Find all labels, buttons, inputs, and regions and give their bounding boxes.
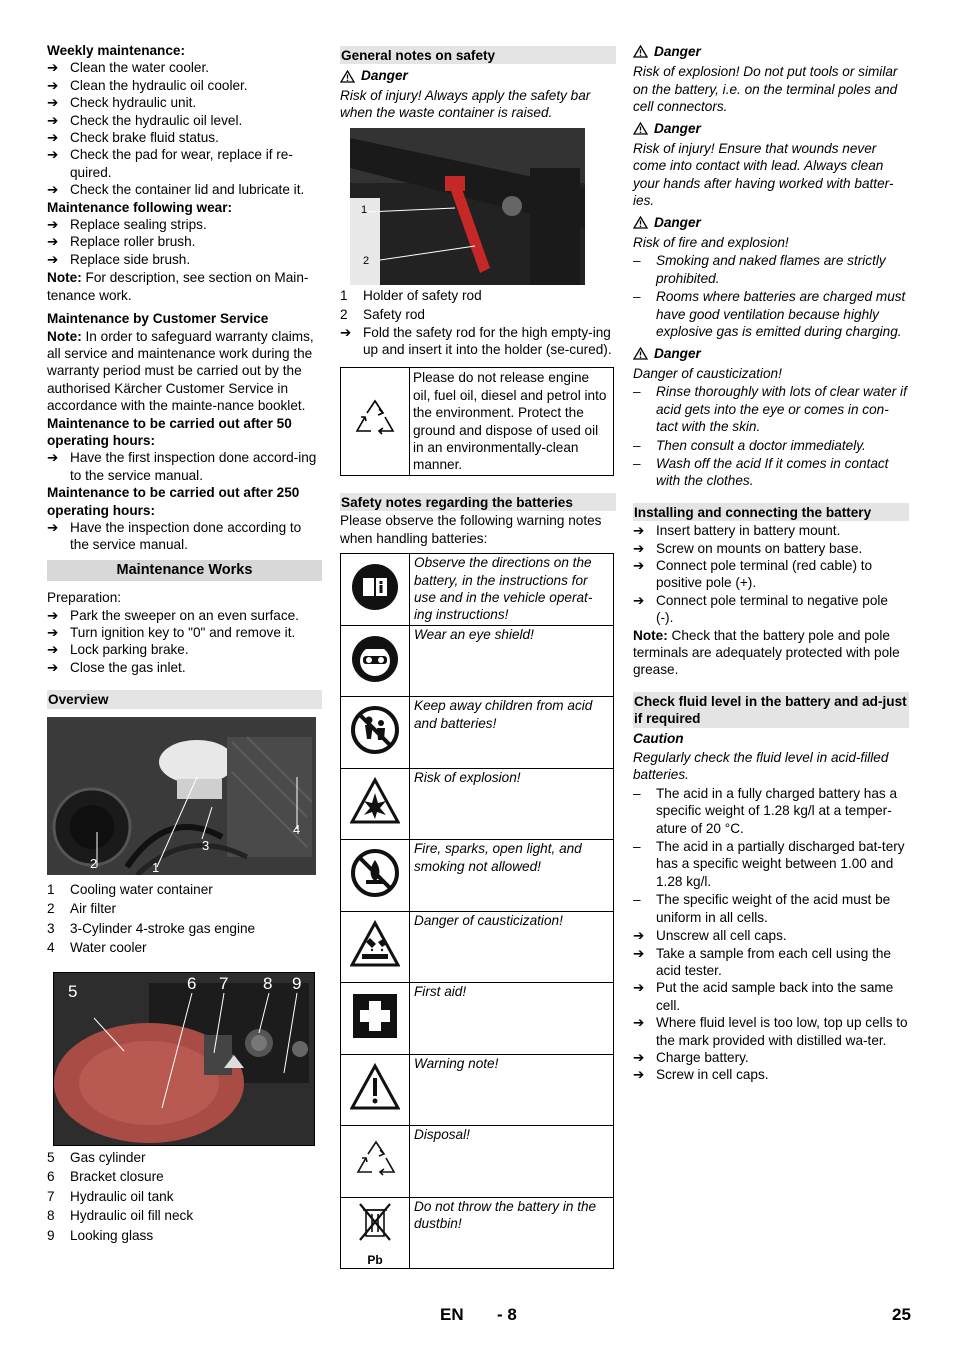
engine-legend (47, 880, 322, 958)
callout-3: 3 (202, 837, 210, 853)
list-item: ➔ Have the first inspection done accord-ing to the service manual. (47, 450, 317, 483)
symbol-text: Observe the directions on the battery, in the instructions for use and in the vehicle operat-ing instructions! (410, 554, 614, 626)
engine-illustration (47, 717, 316, 875)
no-dustbin-icon (341, 1197, 410, 1269)
battery-safety-heading: Safety notes regarding the batteries (340, 493, 616, 511)
danger-notes (633, 43, 909, 490)
list-item: ➔ Take a sample from each cell using the acid tester. (633, 945, 891, 978)
manual-icon (341, 554, 410, 626)
no-fire-icon (341, 840, 410, 912)
table-row (341, 1054, 614, 1126)
symbol-text: Warning note! (410, 1054, 614, 1126)
table-row (341, 1126, 614, 1198)
list-item: ➔ Insert battery in battery mount. (633, 523, 841, 539)
callout-4: 4 (293, 821, 301, 837)
list-item: ➔ Turn ignition key to "0" and remove it. (47, 625, 296, 640)
customer-service-heading: Maintenance by Customer Service (47, 311, 269, 327)
list-item: ➔ Unscrew all cell caps. (633, 928, 787, 944)
list-item: ➔ Screw on mounts on battery base. (633, 540, 863, 556)
legend-item: 5 Gas cylinder (47, 1149, 146, 1165)
column-middle (340, 46, 616, 1269)
list-item: ➔ Connect pole terminal (red cable) to positive pole (+). (633, 557, 873, 591)
first-aid-icon (341, 983, 410, 1055)
explosion-icon (341, 768, 410, 840)
legend-item: 2 Air filter (47, 901, 117, 917)
list-item: ➔ Lock parking brake. (47, 642, 189, 658)
corrosive-icon (341, 911, 410, 983)
list-item: ➔ Park the sweeper on an even surface. (47, 607, 299, 623)
symbol-text: Disposal! (410, 1126, 614, 1198)
maintenance-works-heading: Maintenance Works (47, 560, 322, 581)
no-children-icon (341, 697, 410, 769)
fluid-notes (633, 785, 909, 926)
list-item: ➔ Where fluid level is too low, top up cells to the mark provided with distilled wa-ter. (633, 1015, 908, 1048)
gas-cylinder-illustration (54, 973, 314, 1145)
recycle-icon (341, 1126, 410, 1198)
danger-text: Risk of fire and explosion! (633, 235, 789, 251)
legend-item: 8 Hydraulic oil fill neck (47, 1208, 194, 1224)
safety-rod-illustration (350, 128, 585, 285)
caution-label: Caution (633, 730, 684, 746)
warning-triangle-icon (633, 45, 648, 58)
callout-2: 2 (90, 855, 98, 871)
warning-icon (341, 1054, 410, 1126)
callout-7: 7 (219, 973, 229, 993)
list-item: ➔ Clean the water cooler. (47, 60, 210, 76)
table-row (341, 911, 614, 983)
install-heading: Installing and connecting the battery (633, 503, 909, 521)
callout-9: 9 (292, 973, 302, 993)
danger-text: Risk of injury! Ensure that wounds never come into contact with lead. Always clean your hands after having worked with batter-ies. (633, 141, 894, 209)
battery-intro: Please observe the following warning notes when handling batteries: (340, 513, 602, 546)
note-description: Note: For description, see section on Main-tenance work. (47, 270, 309, 303)
table-row (341, 840, 614, 912)
callout-1: 1 (361, 203, 368, 216)
callout-8: 8 (263, 973, 273, 993)
note-warranty: Note: In order to safeguard warranty claims, all service and maintenance work during the warranty period must be carried out by the authorised Kärcher Customer Service in accordance with the mainte-nance booklet. (47, 328, 314, 414)
list-item: – The specific weight of the acid must be uniform in all cells. (633, 892, 891, 925)
environment-text: Please do not release engine oil, fuel oil, diesel and petrol into the environment. Protect the ground and dispose of used oil in an environmentally-clean manner. (410, 368, 614, 475)
symbol-text: First aid! (410, 983, 614, 1055)
table-row (341, 1197, 614, 1269)
list-item: ➔ Fold the safety rod for the high empty-ing up and insert it into the holder (se-cured). (340, 324, 612, 358)
list-item: ➔ Close the gas inlet. (47, 659, 186, 675)
list-item: – The acid in a partially discharged bat-tery has a specific weight between 1.00 and 1.28 kg/l. (633, 839, 905, 889)
danger-heading: Danger (633, 120, 909, 137)
install-list (633, 522, 909, 626)
table-row (341, 768, 614, 840)
symbol-text: Fire, sparks, open light, and smoking not allowed! (410, 840, 614, 912)
heading-50-hours: Maintenance to be carried out after 50 operating hours: (47, 415, 292, 448)
danger-heading: Danger (633, 214, 909, 231)
footer-page-number: 25 (892, 1305, 911, 1324)
footer-language: EN (440, 1305, 464, 1324)
engine-photo (47, 717, 316, 875)
list-item: – Wash off the acid If it comes in contact with the clothes. (633, 455, 889, 489)
note-pole-grease: Note: Check that the battery pole and pole terminals are adequately protected with pole grease. (633, 627, 900, 678)
list-item: ➔ Screw in cell caps. (633, 1067, 769, 1083)
gas-legend (47, 1148, 322, 1246)
list-item: – Rinse thoroughly with lots of clear water if acid gets into the eye or comes in con-tact with the skin. (633, 384, 907, 435)
danger-heading: Danger (633, 345, 909, 362)
list-item: ➔ Charge battery. (633, 1049, 749, 1065)
list-item: – Smoking and naked flames are strictly prohibited. (633, 253, 886, 286)
list-item: ➔ Check the hydraulic oil level. (47, 112, 243, 128)
heading-250-hours: Maintenance to be carried out after 250 operating hours: (47, 485, 300, 518)
fluid-steps (633, 927, 909, 1084)
list-item: ➔ Check brake fluid status. (47, 130, 219, 146)
symbol-text: Keep away children from acid and batteries! (410, 697, 614, 769)
warning-triangle-icon (633, 347, 648, 360)
eye-shield-icon (341, 625, 410, 697)
wear-heading: Maintenance following wear: (47, 199, 233, 215)
callout-1: 1 (152, 859, 160, 875)
callout-5: 5 (68, 981, 78, 1001)
callout-6: 6 (187, 973, 197, 993)
list-item: – Rooms where batteries are charged must have good ventilation because highly explosive gas is emitted during charging. (633, 289, 906, 340)
table-row (341, 554, 614, 626)
warning-triangle-icon (340, 70, 355, 83)
table-row (341, 983, 614, 1055)
danger-text: Risk of injury! Always apply the safety bar when the waste container is raised. (340, 87, 591, 121)
pb-label: Pb (367, 1253, 383, 1268)
legend-item: 1 Cooling water container (47, 881, 213, 897)
battery-symbols-table (340, 553, 614, 1269)
list-item: – Then consult a doctor immediately. (633, 437, 866, 453)
symbol-text: Danger of causticization! (410, 911, 614, 983)
symbol-text: Wear an eye shield! (410, 625, 614, 697)
preparation-list (47, 607, 322, 677)
list-item: ➔ Connect pole terminal to negative pole (-). (633, 592, 888, 626)
table-row (341, 625, 614, 697)
legend-item: 2 Safety rod (340, 306, 425, 322)
legend-item: 6 Bracket closure (47, 1169, 164, 1185)
recycle-icon (341, 368, 410, 475)
table-row (341, 697, 614, 769)
warning-triangle-icon (633, 122, 648, 135)
danger-text: Risk of explosion! Do not put tools or similar on the battery, i.e. on the terminal poles and cell connectors. (633, 64, 898, 115)
weekly-heading: Weekly maintenance: (47, 43, 186, 58)
callout-2: 2 (363, 254, 370, 267)
symbol-text: Do not throw the battery in the dustbin! (410, 1197, 614, 1269)
wear-list (47, 216, 322, 268)
danger-heading: Danger (340, 67, 616, 84)
list-item: – The acid in a fully charged battery has a specific weight of 1.28 kg/l at a temper-ature of 20 °C. (633, 785, 898, 836)
danger-heading: Danger (633, 43, 909, 60)
overview-heading: Overview (47, 690, 322, 708)
list-item: ➔ Check the pad for wear, replace if re-quired. (47, 147, 293, 180)
warning-triangle-icon (633, 216, 648, 229)
danger-text: Danger of causticization! (633, 365, 782, 381)
safety-rod-legend (340, 286, 616, 324)
legend-item: 1 Holder of safety rod (340, 287, 482, 303)
list-item: ➔ Clean the hydraulic oil cooler. (47, 77, 248, 93)
list-item: ➔ Have the inspection done according to the service manual. (47, 519, 302, 553)
weekly-list (47, 59, 322, 198)
footer-section-page: - 8 (497, 1305, 517, 1324)
fluid-heading: Check fluid level in the battery and ad-just if required (633, 692, 909, 728)
list-item: ➔ Check the container lid and lubricate it. (47, 182, 305, 198)
column-right (633, 43, 909, 1084)
legend-item: 3 3-Cylinder 4-stroke gas engine (47, 920, 256, 936)
symbol-text: Risk of explosion! (410, 768, 614, 840)
environment-table (340, 367, 614, 475)
list-item: ➔ Replace sealing strips. (47, 217, 207, 233)
list-item: ➔ Put the acid sample back into the same cell. (633, 980, 894, 1013)
list-item: ➔ Replace roller brush. (47, 234, 196, 250)
legend-item: 7 Hydraulic oil tank (47, 1188, 174, 1204)
safety-rod-photo (350, 128, 585, 285)
column-left (47, 40, 322, 1245)
preparation-label: Preparation: (47, 590, 122, 606)
legend-item: 9 Looking glass (47, 1227, 154, 1243)
list-item: ➔ Replace side brush. (47, 251, 191, 267)
legend-item: 4 Water cooler (47, 940, 147, 956)
caution-text: Regularly check the fluid level in acid-filled batteries. (633, 750, 889, 783)
list-item: ➔ Check hydraulic unit. (47, 95, 197, 111)
gas-cylinder-photo (53, 972, 315, 1146)
safety-heading: General notes on safety (340, 46, 616, 64)
